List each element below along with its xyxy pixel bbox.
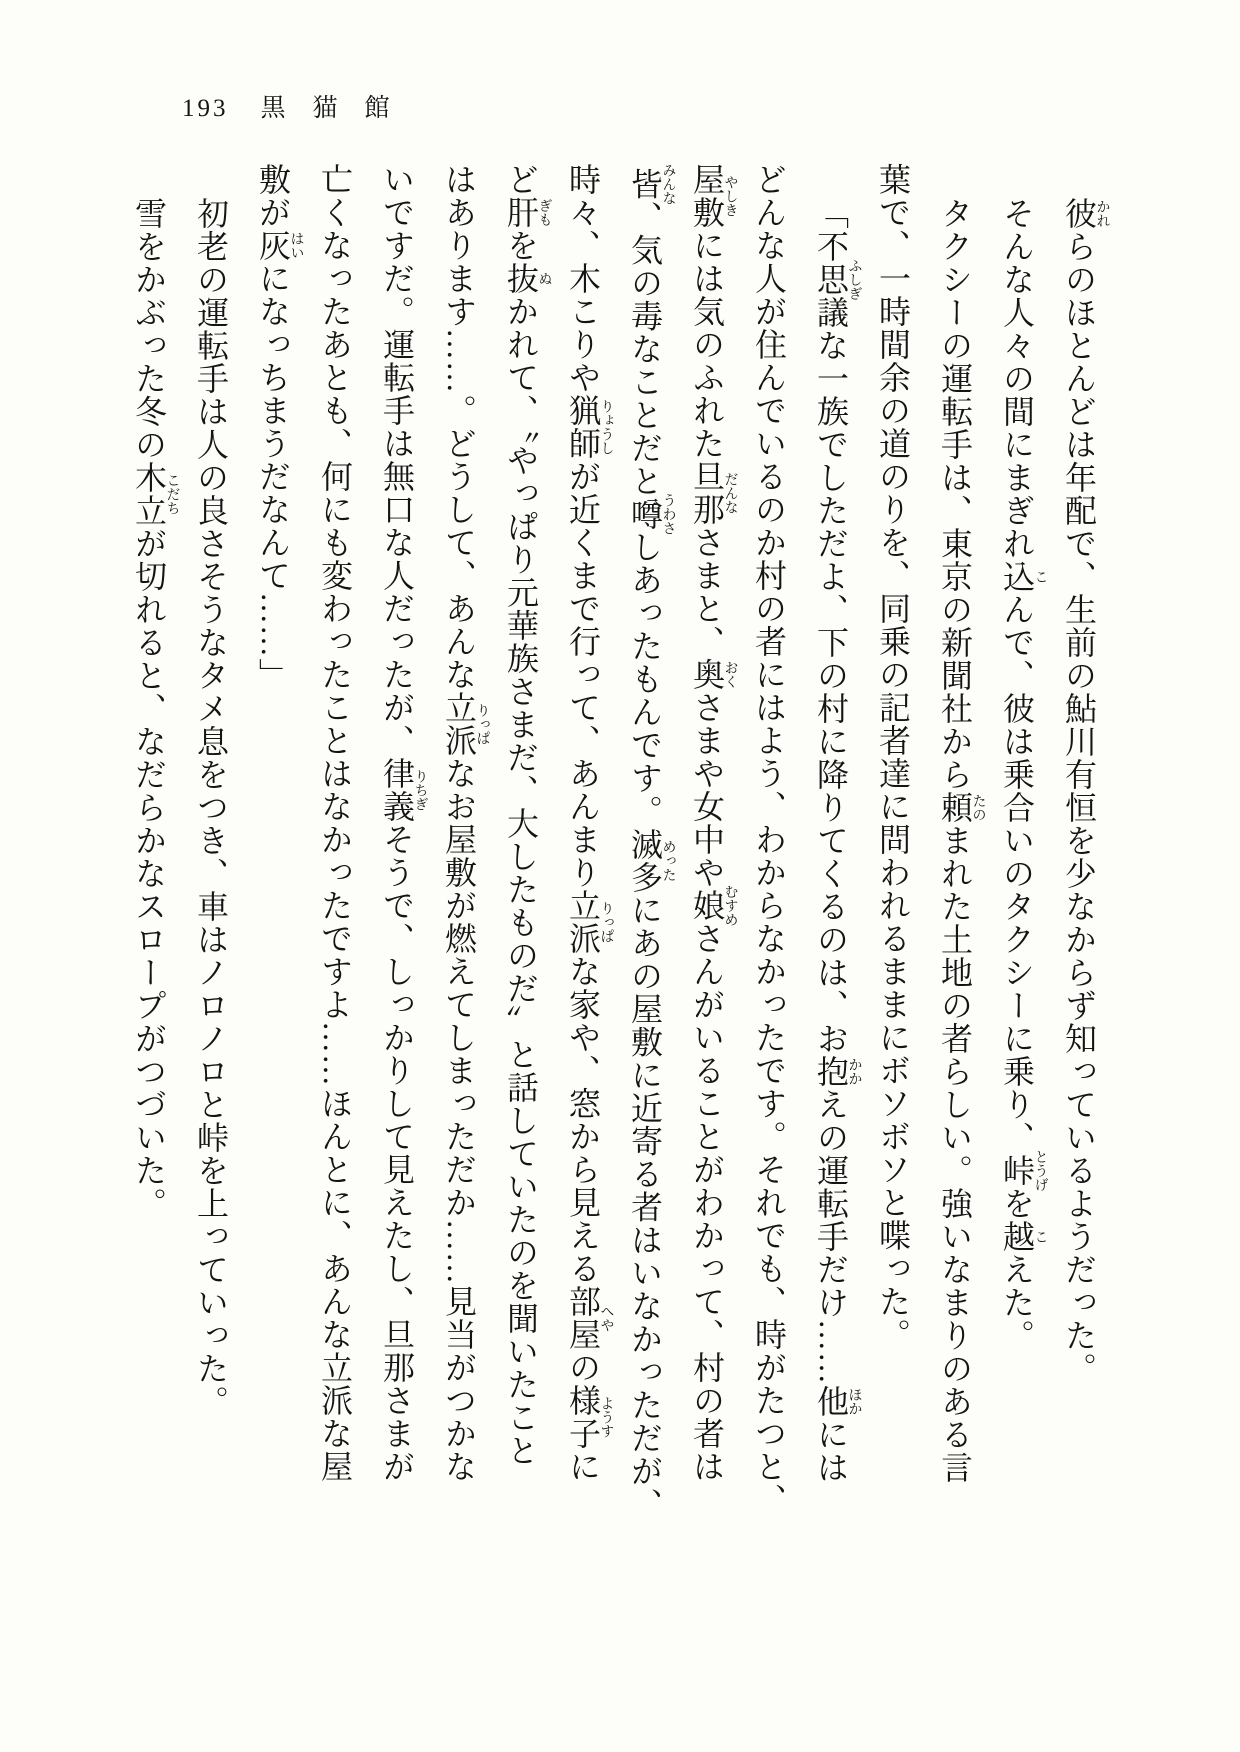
- furigana-ruby: 律義りちぎ: [379, 757, 428, 823]
- furigana-ruby: 込こ: [999, 560, 1048, 593]
- furigana-ruby: 猟師りょうし: [565, 394, 614, 460]
- text-column: 初老の運転手は人の良さそうなタメ息をつき、車はノロノロと峠を上っていった。: [193, 197, 229, 1418]
- text-column: いですだ。運転手は無口な人だったが、律義りちぎそうで、しっかりして見えたし、旦那さまが: [379, 163, 428, 1483]
- text-column: そんな人々の間にまぎれ込こんで、彼は乗合いのタクシーに乗り、峠とうげを越こえた。: [999, 197, 1048, 1352]
- text-column: 亡くなったあとも、何にも変わったことはなかったですよ……ほんとに、あんな立派な屋: [317, 163, 353, 1483]
- furigana-ruby: 様子ようす: [565, 1384, 614, 1450]
- furigana-ruby: 彼かれ: [1061, 197, 1110, 230]
- text-column: 雪をかぶった冬の木立こだちが切れると、なだらかなスロープがつづいた。: [131, 197, 180, 1220]
- furigana-ruby: 肝ぎも: [503, 196, 552, 229]
- furigana-ruby: 奥おく: [689, 658, 738, 691]
- book-title: 黒猫館: [260, 95, 417, 122]
- text-column: タクシーの運転手は、東京の新聞社から頼たのまれた土地の者らしい。強いなまりのある言: [937, 197, 986, 1484]
- text-column: 皆みんな、気の毒なことだと噂うわさしあったもんです。滅多めったにあの屋敷に近寄る者はいなかっただが、: [627, 163, 676, 1521]
- furigana-ruby: 峠とうげ: [999, 1149, 1048, 1192]
- furigana-ruby: 噂うわさ: [627, 493, 676, 535]
- page-number: 193: [182, 95, 229, 122]
- furigana-ruby: 滅多めった: [627, 827, 676, 894]
- furigana-ruby: 旦那だんな: [689, 460, 738, 526]
- page-header: [182, 94, 417, 124]
- furigana-ruby: 部屋へや: [565, 1285, 614, 1351]
- text-column: 屋敷やしきには気のふれた旦那だんなさまと、奥おくさまや女中や娘むすめさんがいることがわかって、村の者は: [689, 163, 738, 1483]
- furigana-ruby: 皆みんな: [627, 163, 676, 205]
- text-column: ど肝ぎもを抜ぬかれて、〝やっぱり元華族さまだ、大したものだ〟と話していたのを聞いたこと: [503, 163, 552, 1467]
- furigana-ruby: 立派りっぱ: [565, 889, 614, 955]
- furigana-ruby: 灰はい: [255, 229, 304, 262]
- text-column: 葉で、一時間余の道のりを、同乗の記者達に問われるままにボソボソと喋った。: [875, 163, 911, 1351]
- furigana-ruby: 立派りっぱ: [441, 691, 490, 757]
- furigana-ruby: 不思議ふしぎ: [813, 230, 862, 329]
- text-column: 「不思議ふしぎな一族でしただよ、下の村に降りてくるのは、お抱かかえの運転手だけ……他ほかには: [813, 197, 862, 1484]
- text-column: はあります……。どうして、あんな立派りっぱなお屋敷が燃えてしまっただか……見当がつかな: [441, 163, 490, 1483]
- furigana-ruby: 頼たの: [937, 791, 986, 824]
- text-column: どんな人が住んでいるのか村の者にはよう、わからなかったです。それでも、時がたつと、: [751, 163, 787, 1516]
- text-column: 時々、木こりや猟師りょうしが近くまで行って、あんまり立派りっぱな家や、窓から見える部屋へやの様子ようすに: [565, 163, 614, 1483]
- furigana-ruby: 抱かか: [813, 1055, 862, 1088]
- furigana-ruby: 木立こだち: [131, 461, 180, 527]
- furigana-ruby: 屋敷やしき: [689, 163, 738, 229]
- furigana-ruby: 娘むすめ: [689, 884, 738, 927]
- text-column: 彼かれらのほとんどは年配で、生前の鮎川有恒を少なからず知っているようだった。: [1061, 197, 1110, 1385]
- text-columns: [118, 163, 1110, 1623]
- text-column: 敷が灰はいになっちまうだなんて……」: [255, 163, 304, 691]
- furigana-ruby: 抜ぬ: [503, 262, 552, 295]
- furigana-ruby: 他ほか: [813, 1385, 862, 1418]
- furigana-ruby: 越こ: [999, 1220, 1048, 1253]
